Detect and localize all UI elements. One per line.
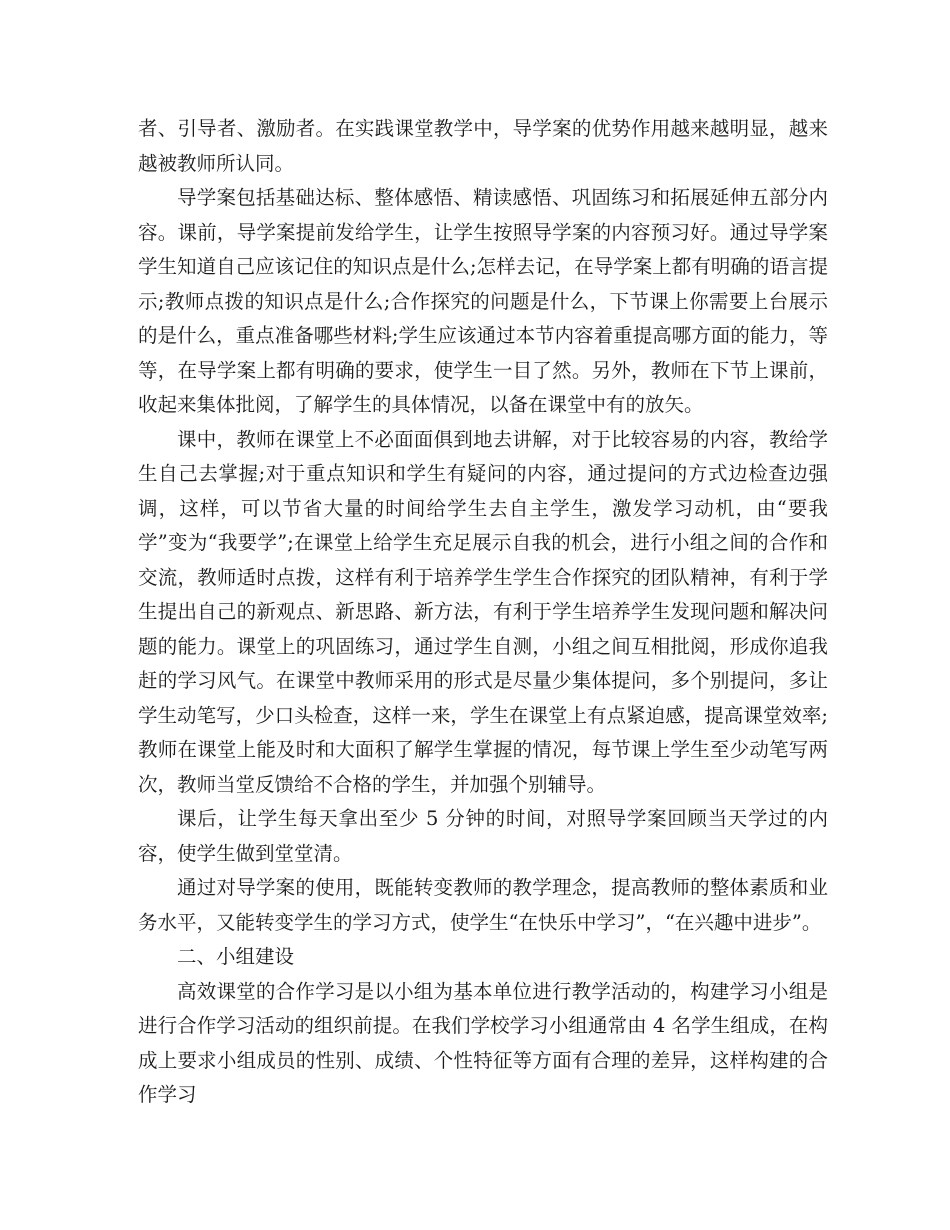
section-heading: 二、小组建设	[177, 945, 295, 968]
document-body	[138, 112, 828, 1113]
paragraph-guide-plan-contents: 导学案包括基础达标、整体感悟、精读感悟、巩固练习和拓展延伸五部分内容。课前，导学案提前发给学生，让学生按照导学案的内容预习好。通过导学案学生知道自己应该记住的知识点是什么;怎样去记，在导学案上都有明确的语言提示;教师点拨的知识点是什么;合作探究的问题是什么，下节课上你需要上台展示的是什么，重点准备哪些材料;学生应该通过本节内容着重提高哪方面的能力，等等，在导学案上都有明确的要求，使学生一目了然。另外，教师在下节上课前，收起来集体批阅，了解学生的具体情况，以备在课堂中有的放矢。	[138, 186, 828, 416]
paragraph-summary: 通过对导学案的使用，既能转变教师的教学理念，提高教师的整体素质和业务水平，又能转变学生的学习方式，使学生“在快乐中学习”，“在兴趣中进步”。	[138, 876, 828, 934]
paragraph-after-class: 课后，让学生每天拿出至少 5 分钟的时间，对照导学案回顾当天学过的内容，使学生做到堂堂清。	[138, 807, 828, 865]
paragraph-continuation: 者、引导者、激励者。在实践课堂教学中，导学案的优势作用越来越明显，越来越被教师所认同。	[138, 117, 828, 175]
paragraph-group-building: 高效课堂的合作学习是以小组为基本单位进行教学活动的，构建学习小组是进行合作学习活动的组织前提。在我们学校学习小组通常由 4 名学生组成，在构成上要求小组成员的性别、成绩、个性特征等方面有合理的差异，这样构建的合作学习	[138, 979, 828, 1106]
paragraph-in-class: 课中，教师在课堂上不必面面俱到地去讲解，对于比较容易的内容，教给学生自己去掌握;对于重点知识和学生有疑问的内容，通过提问的方式边检查边强调，这样，可以节省大量的时间给学生去自主学生，激发学习动机，由“要我学”变为“我要学”;在课堂上给学生充足展示自我的机会，进行小组之间的合作和交流，教师适时点拨，这样有利于培养学生学生合作探究的团队精神，有利于学生提出自己的新观点、新思路、新方法，有利于学生培养学生发现问题和解决问题的能力。课堂上的巩固练习，通过学生自测，小组之间互相批阅，形成你追我赶的学习风气。在课堂中教师采用的形式是尽量少集体提问，多个别提问，多让学生动笔写，少口头检查，这样一来，学生在课堂上有点紧迫感，提高课堂效率;教师在课堂上能及时和大面积了解学生掌握的情况，每节课上学生至少动笔写两次，教师当堂反馈给不合格的学生，并加强个别辅导。	[138, 427, 828, 796]
